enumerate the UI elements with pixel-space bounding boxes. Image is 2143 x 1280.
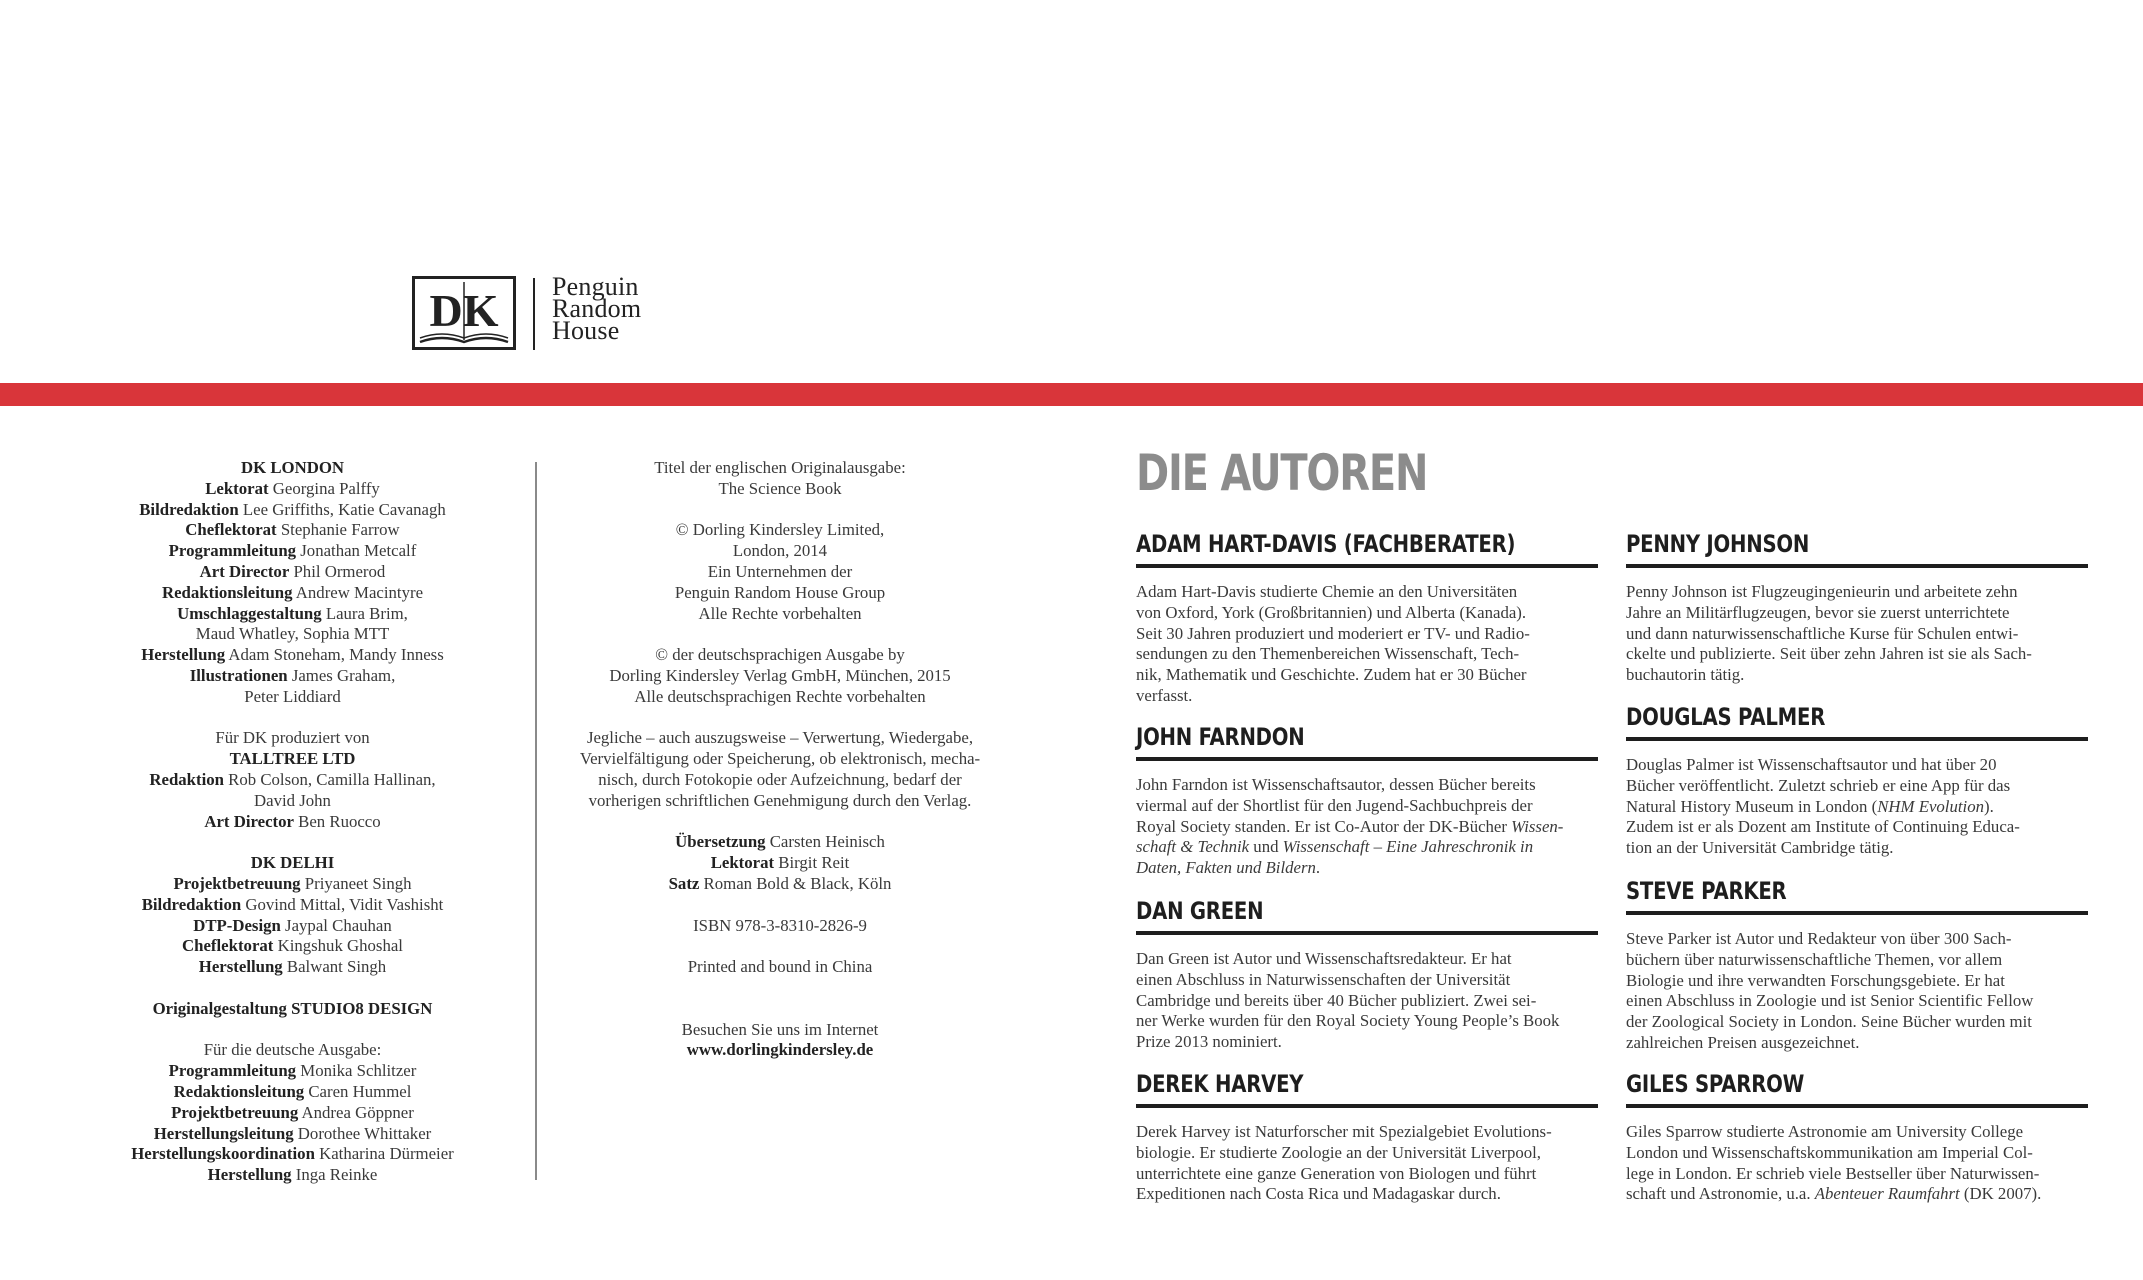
author-bio-line — [1626, 776, 2088, 797]
author-bio-line — [1626, 1164, 2088, 1185]
author-name-rule — [1626, 737, 2088, 741]
author-bio-line — [1136, 1143, 1598, 1164]
credit-text: Andrew Macintyre — [292, 582, 424, 602]
spacer — [555, 978, 1005, 999]
imprint-text: Birgit Reit — [774, 853, 850, 873]
author-bio-line — [1136, 686, 1598, 707]
author-bio — [1136, 949, 1598, 1053]
bio-text: Penny Johnson ist Flugzeugingenieurin und arbeitete zehn — [1626, 582, 2018, 601]
credit-role: Illustrationen — [189, 665, 288, 685]
credit-line — [90, 916, 495, 937]
credit-line — [90, 541, 495, 562]
bio-text: . — [1315, 858, 1321, 878]
bio-text: nik, Mathematik und Geschichte. Zudem hat er 30 Bücher — [1136, 665, 1527, 685]
credit-line — [90, 645, 495, 666]
imprint-line — [555, 479, 1005, 500]
author-bio-line — [1136, 1122, 1598, 1143]
imprint-text: The Science Book — [718, 478, 842, 498]
bio-text: sendungen zu den Themenbereichen Wissenschaft, Tech- — [1136, 644, 1520, 664]
author-name-rule — [1626, 1104, 2088, 1108]
author-bio — [1136, 1122, 1598, 1205]
dk-book-logo-icon — [412, 276, 516, 350]
imprint-text: nisch, durch Fotokopie oder Aufzeichnung, bedarf der — [598, 769, 962, 789]
credit-role: DTP-Design — [193, 915, 281, 935]
author-bio-line — [1626, 1033, 2088, 1054]
bio-text: Adam Hart-Davis studierte Chemie an den Universitäten — [1136, 582, 1518, 601]
spacer — [90, 978, 495, 999]
bio-text: Dan Green ist Autor und Wissenschaftsredakteur. Er hat — [1136, 949, 1512, 968]
column-divider — [535, 462, 537, 1180]
credit-text: James Graham, — [287, 665, 396, 685]
credit-role: Programmleitung — [168, 541, 297, 561]
credit-text: Georgina Palffy — [268, 478, 380, 498]
imprint-line — [555, 728, 1005, 749]
credit-text: Peter Liddiard — [244, 686, 341, 706]
bio-text: unterrichtete eine ganze Generation von Biologen und führt — [1136, 1163, 1537, 1183]
author-name: GILES SPARROW — [1626, 1070, 1805, 1098]
spacer — [555, 812, 1005, 833]
credit-role: TALLTREE LTD — [229, 749, 356, 769]
credit-line — [90, 853, 495, 874]
bio-text: buchautorin tätig. — [1626, 665, 1745, 685]
bio-text: ckelte und publizierte. Seit über zehn Jahren ist sie als Sach- — [1626, 644, 2032, 664]
author-bio-line — [1626, 624, 2088, 645]
author-block — [1136, 723, 1598, 879]
imprint-text: © der deutschsprachigen Ausgabe by — [655, 645, 905, 665]
imprint-line — [555, 562, 1005, 583]
credit-role: Programmleitung — [168, 1061, 297, 1081]
imprint-line — [555, 791, 1005, 812]
bio-text: Prize 2013 nominiert. — [1136, 1032, 1282, 1052]
author-name: PENNY JOHNSON — [1626, 530, 1810, 558]
author-bio-line — [1136, 665, 1598, 686]
imprint-text: Vervielfältigung oder Speicherung, ob elektronisch, mecha- — [579, 749, 981, 769]
credit-role: Bildredaktion — [139, 499, 239, 519]
credit-text: Für DK produziert von — [215, 728, 370, 748]
imprint-text: Besuchen Sie uns im Internet — [681, 1019, 879, 1039]
imprint-line — [555, 874, 1005, 895]
bio-text: Steve Parker ist Autor und Redakteur von über 300 Sach- — [1626, 929, 2012, 948]
imprint-text: Titel der englischen Originalausgabe: — [654, 458, 906, 477]
bio-text: einen Abschluss in Naturwissenschaften der Universität — [1136, 969, 1511, 989]
bio-text: und dann naturwissenschaftliche Kurse für Schulen entwi- — [1626, 623, 2019, 643]
author-bio-line — [1136, 1011, 1598, 1032]
book-title: schaft & Technik — [1136, 837, 1250, 857]
credit-role: Redaktionsleitung — [161, 582, 293, 602]
author-name: DEREK HARVEY — [1136, 1070, 1304, 1098]
credit-line — [90, 479, 495, 500]
credit-role: Herstellung — [207, 1165, 292, 1185]
author-block — [1626, 703, 2088, 859]
spacer — [555, 500, 1005, 521]
credit-role: Bildredaktion — [141, 894, 242, 914]
author-bio-line — [1626, 991, 2088, 1012]
book-title: Wissenschaft – Eine Jahreschronik in — [1282, 837, 1534, 857]
penguin-random-house-logotype — [552, 272, 642, 345]
imprint-text: Jegliche – auch auszugsweise – Verwertung, Wiedergabe, — [586, 728, 974, 748]
imprint-line — [555, 583, 1005, 604]
credit-line — [90, 583, 495, 604]
bio-text: Cambridge und bereits über 40 Bücher publiziert. Zwei sei- — [1136, 990, 1537, 1010]
author-bio-line — [1136, 858, 1598, 879]
imprint-text: vorherigen schriftlichen Genehmigung durch den Verlag. — [588, 790, 972, 810]
bio-text: Douglas Palmer ist Wissenschaftsautor und hat über 20 — [1626, 755, 1997, 774]
bio-text: einen Abschluss in Zoologie und ist Senior Scientific Fellow — [1626, 991, 2034, 1011]
author-bio-line — [1136, 624, 1598, 645]
spacer — [90, 832, 495, 853]
prh-line: Random — [552, 294, 642, 323]
imprint-line — [555, 916, 1005, 937]
bio-text: Bücher veröffentlicht. Zuletzt schrieb er eine App für das — [1626, 775, 2011, 795]
bio-text: Biologie und ihre verwandten Forschungsgebiete. Er hat — [1626, 970, 2005, 990]
credit-line — [90, 999, 495, 1020]
bio-text: Seit 30 Jahren produziert und moderiert er TV- und Radio- — [1136, 623, 1530, 643]
imprint-role: www.dorlingkindersley.de — [686, 1040, 874, 1060]
credit-text: David John — [254, 790, 331, 810]
author-bio — [1626, 755, 2088, 859]
author-name-rule — [1136, 931, 1598, 935]
credit-text: Govind Mittal, Vidit Vashisht — [241, 894, 444, 914]
authors-heading: DIE AUTOREN — [1136, 444, 1428, 502]
author-bio-line — [1626, 797, 2088, 818]
imprint-line — [555, 853, 1005, 874]
author-bio-line — [1626, 665, 2088, 686]
author-bio-line — [1136, 603, 1598, 624]
imprint-text: Dorling Kindersley Verlag GmbH, München, 2015 — [609, 665, 951, 685]
credit-line — [90, 1040, 495, 1061]
bio-text: Royal Society standen. Er ist Co-Autor der DK-Bücher — [1136, 816, 1512, 836]
author-bio-line — [1136, 1032, 1598, 1053]
bio-text: der Zoological Society in London. Seine Bücher wurden mit — [1626, 1012, 2032, 1032]
credit-role: DK LONDON — [240, 458, 345, 477]
credit-text: Phil Ormerod — [289, 561, 386, 581]
credit-line — [90, 500, 495, 521]
credit-text: Dorothee Whittaker — [293, 1123, 432, 1143]
imprint-text: Penguin Random House Group — [674, 582, 886, 602]
credit-line — [90, 770, 495, 791]
credit-text: Lee Griffiths, Katie Cavanagh — [238, 499, 446, 519]
author-bio-line — [1626, 1012, 2088, 1033]
credit-line — [90, 749, 495, 770]
imprint-column — [555, 458, 1005, 1061]
credit-role: Cheflektorat — [182, 936, 274, 956]
credit-text: Rob Colson, Camilla Hallinan, — [223, 769, 436, 789]
bio-text: ). — [1983, 796, 1994, 816]
author-bio-line — [1626, 1184, 2088, 1205]
credit-line — [90, 1103, 495, 1124]
spacer — [555, 936, 1005, 957]
credit-line — [90, 791, 495, 812]
bio-text: Natural History Museum in London ( — [1626, 796, 1878, 816]
imprint-text: London, 2014 — [732, 541, 828, 561]
imprint-text: ISBN 978-3-8310-2826-9 — [693, 915, 867, 935]
author-bio-line — [1136, 796, 1598, 817]
author-bio-line — [1136, 1164, 1598, 1185]
author-bio-line — [1136, 991, 1598, 1012]
imprint-line — [555, 1020, 1005, 1041]
credit-role: Herstellungsleitung — [153, 1123, 294, 1143]
bio-text: und — [1249, 837, 1283, 857]
book-title: NHM Evolution — [1877, 796, 1984, 816]
credit-line — [90, 624, 495, 645]
author-bio-line — [1626, 929, 2088, 950]
author-block — [1136, 897, 1598, 1053]
bio-text: John Farndon ist Wissenschaftsautor, dessen Bücher bereits — [1136, 775, 1536, 794]
book-title: Wissen- — [1511, 816, 1564, 836]
credit-line — [90, 936, 495, 957]
bio-text: viermal auf der Shortlist für den Jugend-Sachbuchpreis der — [1136, 795, 1533, 815]
credit-line — [90, 1124, 495, 1145]
author-bio-line — [1136, 1184, 1598, 1205]
imprint-line — [555, 458, 1005, 479]
bio-text: schaft und Astronomie, u.a. — [1626, 1184, 1815, 1204]
book-title: Abenteuer Raumfahrt — [1814, 1184, 1960, 1204]
author-bio-line — [1136, 644, 1598, 665]
credits-column — [90, 458, 495, 1186]
author-bio-line — [1136, 582, 1598, 603]
imprint-line — [555, 687, 1005, 708]
author-name: STEVE PARKER — [1626, 877, 1787, 905]
bio-text: Zudem ist er als Dozent am Institute of Continuing Educa- — [1626, 817, 2020, 837]
spacer — [555, 999, 1005, 1020]
bio-text: lege in London. Er schrieb viele Bestseller über Naturwissen- — [1626, 1163, 2040, 1183]
credit-role: Art Director — [199, 561, 290, 581]
imprint-role: Lektorat — [710, 853, 775, 873]
bio-text: verfasst. — [1136, 685, 1193, 705]
author-bio-line — [1626, 755, 2088, 776]
author-bio-line — [1136, 775, 1598, 796]
author-bio — [1626, 929, 2088, 1054]
bio-text: büchern über naturwissenschaftliche Themen, vor allem — [1626, 949, 2003, 969]
imprint-text: Printed and bound in China — [687, 957, 873, 977]
prh-line: House — [552, 316, 620, 345]
credit-line — [90, 520, 495, 541]
author-bio — [1626, 582, 2088, 686]
credit-role: Umschlaggestaltung — [177, 603, 322, 623]
credit-role: Herstellung — [198, 957, 283, 977]
author-bio-line — [1626, 603, 2088, 624]
bio-text: ner Werke wurden für den Royal Society Young People’s Book — [1136, 1011, 1560, 1031]
imprint-role: Satz — [668, 873, 700, 893]
credit-text: Maud Whatley, Sophia MTT — [195, 624, 390, 644]
credit-line — [90, 1165, 495, 1186]
bio-text: Giles Sparrow studierte Astronomie am University College — [1626, 1122, 2024, 1141]
imprint-role: Übersetzung — [675, 832, 766, 852]
credit-role: Herstellungskoordination — [131, 1144, 315, 1164]
credit-text: Laura Brim, — [321, 603, 408, 623]
credit-text: Priyaneet Singh — [300, 873, 412, 893]
author-name: DAN GREEN — [1136, 897, 1264, 925]
publisher-logo — [412, 272, 672, 362]
bio-text: (DK 2007). — [1959, 1184, 2042, 1204]
imprint-line — [555, 520, 1005, 541]
prh-line: Penguin — [552, 272, 639, 301]
logo-divider — [533, 278, 535, 350]
spacer — [90, 1020, 495, 1041]
credit-role: Originalgestaltung STUDIO8 DESIGN — [152, 998, 433, 1018]
author-bio-line — [1136, 837, 1598, 858]
credit-line — [90, 666, 495, 687]
imprint-text: Carsten Heinisch — [765, 832, 885, 852]
author-bio — [1136, 582, 1598, 707]
author-block — [1136, 530, 1598, 707]
credit-line — [90, 458, 495, 479]
credit-text: Monika Schlitzer — [296, 1061, 417, 1081]
imprint-line — [555, 770, 1005, 791]
bio-text: von Oxford, York (Großbritannien) und Alberta (Kanada). — [1136, 602, 1527, 622]
author-name-rule — [1136, 757, 1598, 761]
credit-text: Für die deutsche Ausgabe: — [203, 1040, 382, 1060]
credit-line — [90, 1144, 495, 1165]
imprint-line — [555, 666, 1005, 687]
author-name-rule — [1626, 911, 2088, 915]
credit-text: Ben Ruocco — [293, 811, 381, 831]
credit-text: Kingshuk Ghoshal — [273, 936, 403, 956]
author-name-rule — [1136, 564, 1598, 568]
credit-line — [90, 1061, 495, 1082]
credit-text: Caren Hummel — [304, 1081, 412, 1101]
author-bio-line — [1626, 1122, 2088, 1143]
author-block — [1626, 1070, 2088, 1205]
author-bio-line — [1626, 950, 2088, 971]
credit-text: Stephanie Farrow — [276, 520, 400, 540]
imprint-text: Alle deutschsprachigen Rechte vorbehalten — [634, 686, 926, 706]
credit-text: Inga Reinke — [291, 1165, 378, 1185]
author-name: ADAM HART-DAVIS (FACHBERATER) — [1136, 530, 1516, 558]
credit-role: Cheflektorat — [185, 520, 277, 540]
bio-text: Expeditionen nach Costa Rica und Madagaskar durch. — [1136, 1184, 1501, 1204]
credit-text: Katharina Dürmeier — [314, 1144, 454, 1164]
imprint-text: Ein Unternehmen der — [707, 561, 853, 581]
imprint-text: Alle Rechte vorbehalten — [698, 603, 862, 623]
credit-role: Projektbetreuung — [173, 873, 301, 893]
author-bio-line — [1626, 838, 2088, 859]
credit-text: Adam Stoneham, Mandy Inness — [225, 645, 444, 665]
credit-line — [90, 728, 495, 749]
author-name-rule — [1626, 564, 2088, 568]
bio-text: Jahre an Militärflugzeugen, bevor sie zuerst unterrichtete — [1626, 602, 2010, 622]
credit-text: Balwant Singh — [282, 957, 387, 977]
credit-line — [90, 604, 495, 625]
author-bio-line — [1136, 817, 1598, 838]
imprint-line — [555, 541, 1005, 562]
bio-text: Derek Harvey ist Naturforscher mit Spezialgebiet Evolutions- — [1136, 1122, 1552, 1141]
imprint-line — [555, 645, 1005, 666]
spacer — [555, 708, 1005, 729]
credit-role: Projektbetreuung — [171, 1102, 299, 1122]
book-title: Daten, Fakten und Bildern — [1136, 858, 1316, 878]
author-bio-line — [1136, 949, 1598, 970]
credit-text: Jaypal Chauhan — [280, 915, 392, 935]
credit-line — [90, 895, 495, 916]
author-bio-line — [1626, 582, 2088, 603]
credit-role: Art Director — [204, 811, 294, 831]
imprint-text: © Dorling Kindersley Limited, — [675, 520, 885, 540]
imprint-text: Roman Bold & Black, Köln — [699, 873, 892, 893]
credit-role: Herstellung — [141, 645, 226, 665]
bio-text: biologie. Er studierte Zoologie an der Universität Liverpool, — [1136, 1142, 1541, 1162]
author-block — [1136, 1070, 1598, 1205]
credit-line — [90, 562, 495, 583]
imprint-line — [555, 832, 1005, 853]
author-block — [1626, 877, 2088, 1054]
author-bio — [1136, 775, 1598, 879]
credit-text: Andrea Göppner — [298, 1102, 414, 1122]
imprint-line — [555, 604, 1005, 625]
author-bio-line — [1136, 970, 1598, 991]
bio-text: tion an der Universität Cambridge tätig. — [1626, 838, 1894, 858]
credit-line — [90, 1082, 495, 1103]
credit-text: Jonathan Metcalf — [296, 541, 417, 561]
spacer — [555, 895, 1005, 916]
author-bio — [1626, 1122, 2088, 1205]
credit-role: Redaktion — [149, 769, 224, 789]
author-name: JOHN FARNDON — [1136, 723, 1305, 751]
bio-text: zahlreichen Preisen ausgezeichnet. — [1626, 1032, 1860, 1052]
author-bio-line — [1626, 971, 2088, 992]
imprint-line — [555, 1040, 1005, 1061]
author-name-rule — [1136, 1104, 1598, 1108]
author-bio-line — [1626, 817, 2088, 838]
imprint-line — [555, 957, 1005, 978]
imprint-line — [555, 749, 1005, 770]
dk-logo-text: DK — [429, 285, 499, 336]
credit-line — [90, 687, 495, 708]
credit-line — [90, 957, 495, 978]
credit-line — [90, 812, 495, 833]
credit-line — [90, 874, 495, 895]
author-block — [1626, 530, 2088, 686]
credit-role: DK DELHI — [250, 853, 335, 873]
bio-text: London und Wissenschaftskommunikation am Imperial Col- — [1626, 1142, 2033, 1162]
red-accent-band — [0, 383, 2143, 406]
credit-role: Lektorat — [205, 478, 269, 498]
spacer — [555, 624, 1005, 645]
spacer — [90, 708, 495, 729]
author-bio-line — [1626, 644, 2088, 665]
author-bio-line — [1626, 1143, 2088, 1164]
author-name: DOUGLAS PALMER — [1626, 703, 1826, 731]
credit-role: Redaktionsleitung — [173, 1081, 305, 1101]
